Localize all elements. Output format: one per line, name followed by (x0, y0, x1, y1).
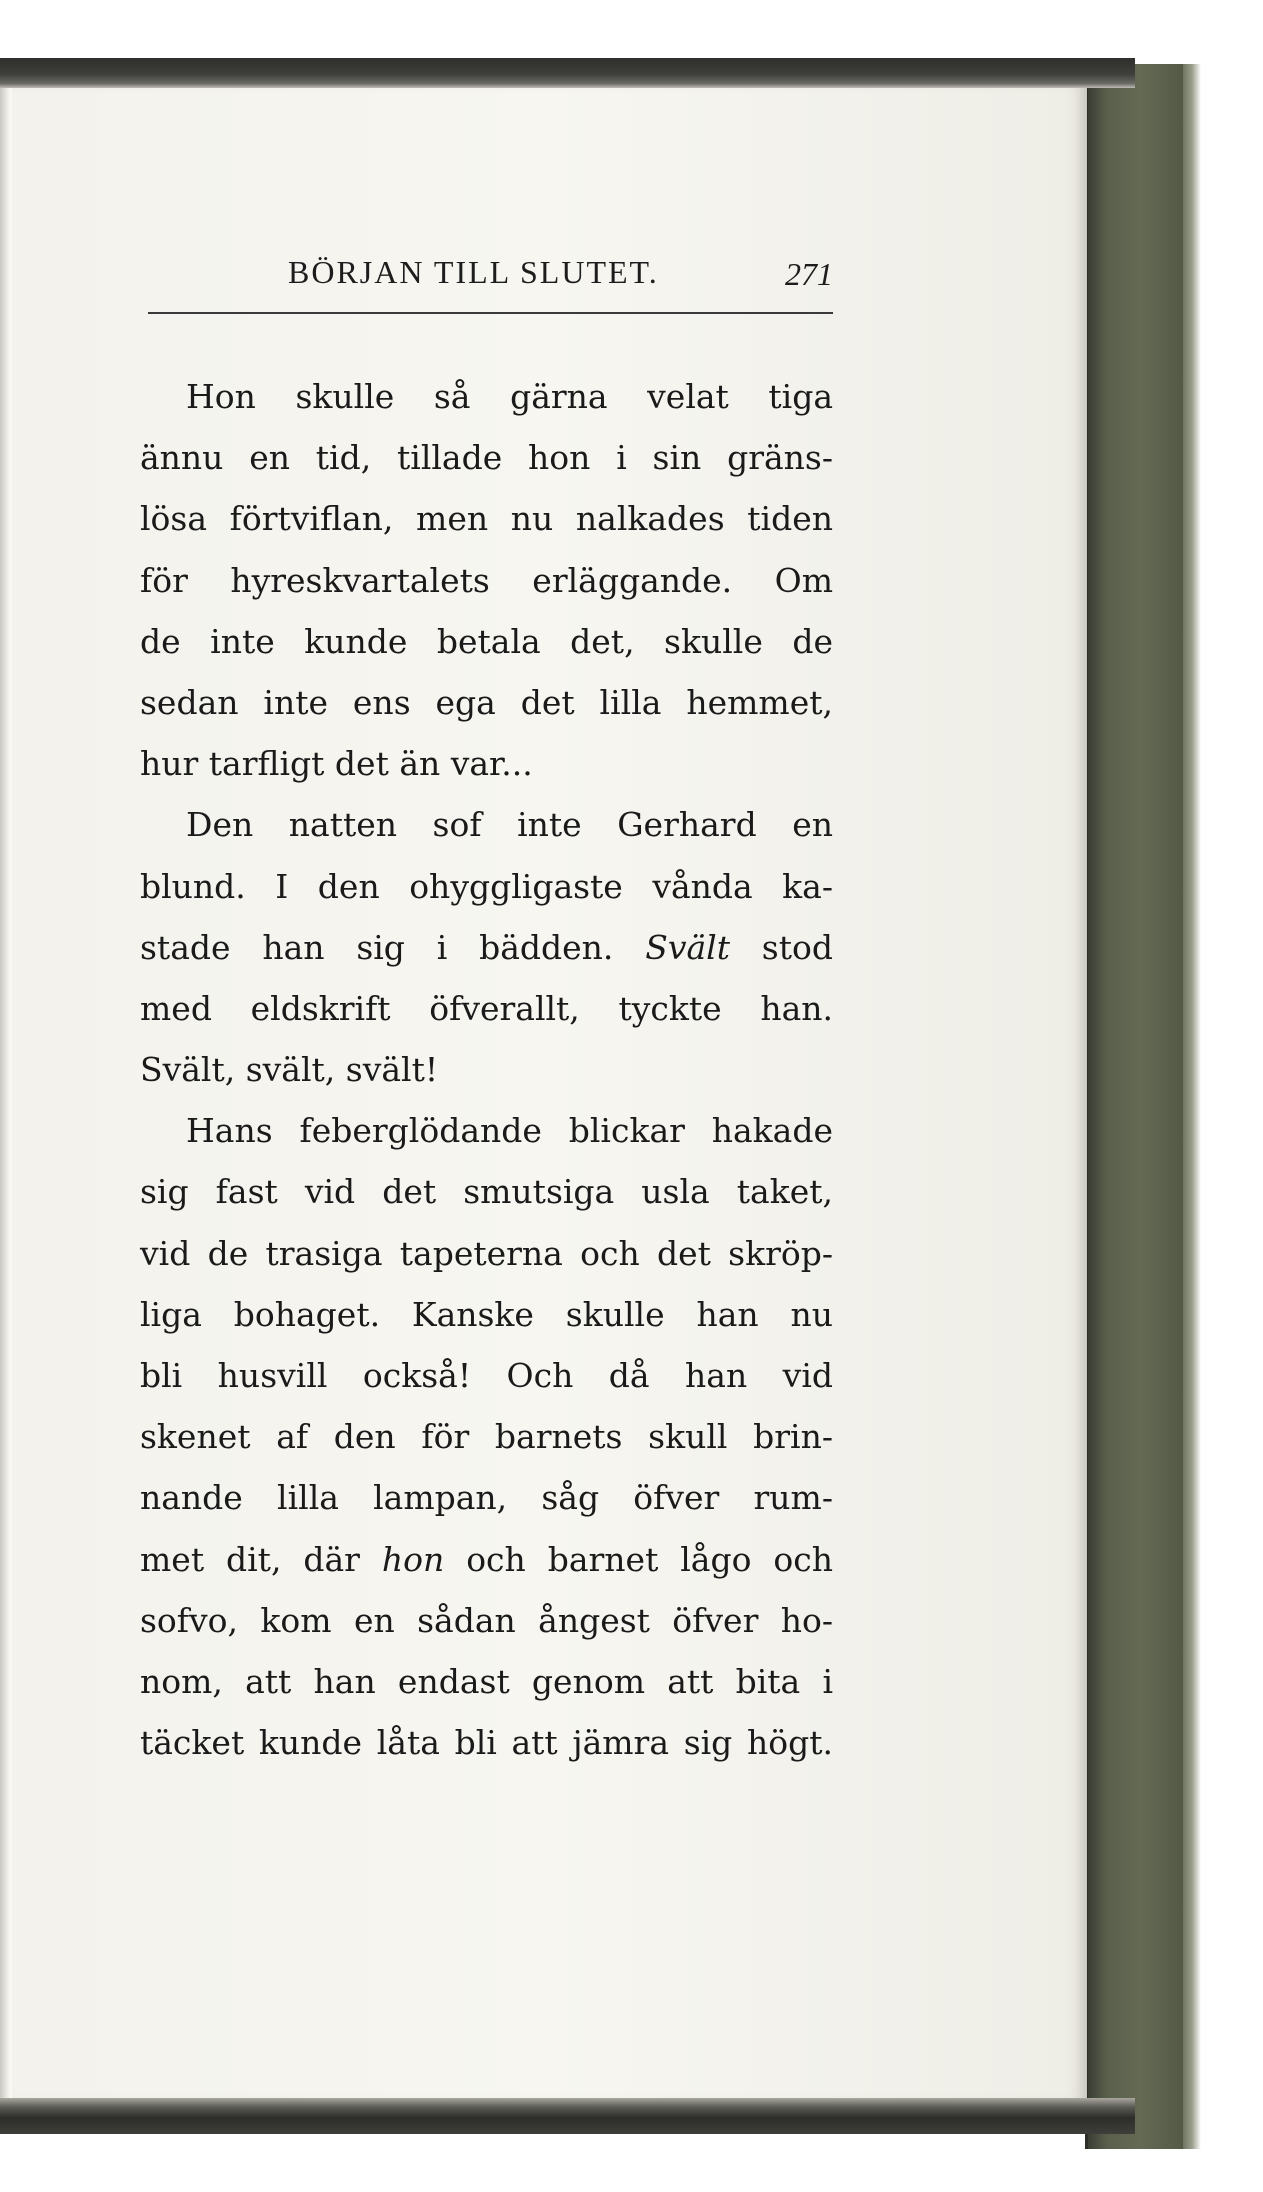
book-bottom-edge (0, 2098, 1135, 2134)
text-line: täcket kunde låta bli att jämra sig högt. (140, 1723, 833, 1763)
text-segment: och barnet lågo och (466, 1539, 834, 1579)
text-line: Hon skulle så gärna velat tiga (186, 377, 833, 416)
text-line (140, 917, 833, 978)
text-line: med eldskrift öfverallt, tyckte han. (140, 988, 833, 1028)
text-line: bli husvill också! Och då han vid (140, 1356, 833, 1395)
text-line: hur tarfligt det än var... (140, 744, 533, 784)
text-line: lösa förtviflan, men nu nalkades tiden (140, 499, 833, 539)
italic-word: Svält (645, 927, 730, 967)
text-line: nande lilla lampan, såg öfver rum- (140, 1478, 833, 1518)
running-title: BÖRJAN TILL SLUTET. (288, 254, 659, 290)
text-line: skenet af den för barnets skull brin- (140, 1417, 833, 1457)
text-line: Hans feberglödande blickar hakade (186, 1111, 833, 1151)
text-line (140, 1529, 833, 1590)
text-line: ännu en tid, tillade hon i sin gräns- (140, 438, 833, 478)
running-header (138, 254, 833, 294)
text-segment: stade han sig i bädden. (140, 927, 614, 967)
paragraph-1 (140, 366, 833, 794)
body-text (140, 366, 833, 1773)
text-line: Svält, svält, svält! (140, 1050, 439, 1090)
text-line: Den natten sof inte Gerhard en (186, 805, 833, 845)
paragraph-2 (140, 794, 833, 1100)
text-line: de inte kunde betala det, skulle de (140, 621, 833, 661)
book-cover-board (1085, 64, 1183, 2149)
header-rule (148, 312, 833, 314)
paragraph-3 (140, 1100, 833, 1773)
text-line: liga bohaget. Kanske skulle han nu (140, 1294, 833, 1334)
page-number: 271 (785, 256, 833, 292)
text-line: blund. I den ohyggligaste vånda ka- (140, 866, 833, 906)
text-line: vid de trasiga tapeterna och det skröp- (140, 1233, 833, 1273)
text-segment: stod (761, 927, 833, 967)
text-line: nom, att han endast genom att bita i (140, 1661, 833, 1701)
text-line: sofvo, kom en sådan ångest öfver ho- (140, 1600, 833, 1640)
text-line: sedan inte ens ega det lilla hemmet, (140, 682, 833, 722)
text-segment: met dit, där (140, 1539, 360, 1579)
book-top-edge (0, 58, 1135, 88)
text-line: sig fast vid det smutsiga usla taket, (140, 1172, 833, 1212)
italic-word: hon (381, 1539, 445, 1579)
text-line: för hyreskvartalets erläggande. Om (140, 560, 833, 600)
